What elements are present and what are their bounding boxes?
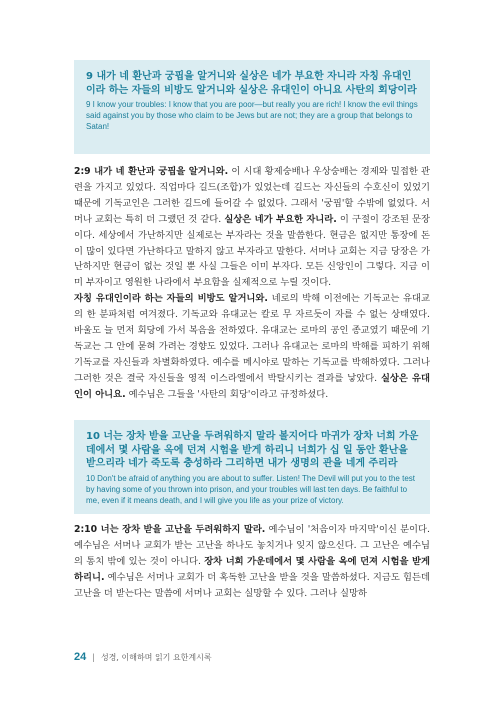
commentary-text: 이 시대 황제숭배나 우상숭배는 경제와 밀접한 관련을 가지고 있었다. 직업마다 길드(조합)가 있었는데 길드는 자신들의 수호신이 있었기 때문에 기독교인은 그러한 길드에 들어갈 수 없었다. 그래서 '궁핍'할 수밖에 없었다. 서머나 교회는 특히 더 그랬던 것 같다. — [74, 166, 431, 225]
commentary-lead-2-10: 2:10 너는 장차 받을 고난을 두려워하지 말라. — [74, 524, 266, 535]
commentary-lead-2-9: 2:9 내가 네 환난과 궁핍을 알거니와. — [74, 166, 229, 177]
commentary-emphasis: 실상은 네가 부요한 자니라. — [224, 213, 337, 225]
commentary-emphasis: 장차 너희 가운데에서 몇 사람을 옥에 던져 시험을 받게 하리니. — [74, 555, 430, 583]
commentary-text: 예수님은 그들을 '사탄의 회당'이라고 규정하셨다. — [125, 388, 329, 400]
verse-10-commentary — [74, 522, 430, 602]
commentary-text: 네로의 박해 이전에는 기독교는 유대교의 한 분파처럼 여겨졌다. 기독교와 유대교는 칼로 무 자르듯이 자를 수 없는 상태였다. 바울도 늘 먼저 회당에 가서 복음을 전하였다. 유대교는 로마의 공인 종교였기 때문에 기독교는 그 안에 묻혀 가려는 경향도 있었다. 그러나 유대교는 로마의 박해를 피하기 위해 기독교를 자신들과 차별화하였다. 예수를 메시야로 말하는 기독교를 박해하였다. 그러나 그러한 것은 결국 자신들을 영적 이스라엘에서 박탈시키는 결과를 낳았다. — [74, 293, 430, 384]
commentary-text: 예수님이 '처음이자 마지막'이신 분이다. 예수님은 서머나 교회가 받는 고난을 하나도 놓치거나 잊지 않으신다. 그 고난은 예수님의 통치 밖에 있는 것이 아니다. — [74, 524, 430, 567]
commentary-text: 예수님은 서머나 교회가 더 혹독한 고난을 받을 것을 말씀하셨다. 지금도 힘든데 고난을 더 받는다는 말씀에 서머나 교회는 실망할 수 있다. 그러나 실망하 — [74, 571, 430, 599]
footer-separator: | — [92, 652, 95, 662]
verse-10-english: 10 Don't be afraid of anything you are about to suffer. Listen! The Devil will put you to the test by having some of you thrown into prison, and your troubles will last ten days. Be faithful to me, even if it means death, and I will give you life as your prize of victory. — [86, 473, 415, 505]
page-footer — [74, 651, 212, 663]
commentary-emphasis: 자칭 유대인이라 하는 자들의 비방도 알거니와. — [74, 293, 268, 305]
verse-9-english: 9 I know your troubles: I know that you are poor—but really you are rich! I know the evil things said against you by those who claim to be Jews but are not; they are a group that belongs to Satan! — [86, 100, 418, 131]
book-title: 성경, 이해하며 읽기 요한계시록 — [100, 652, 212, 662]
commentary-text: 이 구절이 강조된 문장이다. 세상에서 가난하지만 실제로는 부자라는 것을 말씀한다. 현금은 없지만 통장에 돈이 많이 있다면 가난하다고 말하지 않고 부자라고 말한다. 서머나 교회는 지금 당장은 가난하지만 현금이 없는 것일 뿐 사실 그들은 이미 부자다. 모든 신앙인이 그렇다. 지금 이미 부자이고 영원한 나라에서 부요함을 실제적으로 누릴 것이다. — [74, 213, 430, 289]
page-number: 24 — [74, 651, 87, 663]
verse-10-callout — [74, 420, 430, 514]
verse-9-commentary — [74, 164, 430, 403]
verse-10-korean: 10 너는 장차 받을 고난을 두려워하지 말라 볼지어다 마귀가 장차 너희 가운데에서 몇 사람을 옥에 던져 시험을 받게 하리니 너희가 십 일 동안 환난을 받으리라 네가 죽도록 충성하라 그리하면 내가 생명의 관을 네게 주리라 — [86, 431, 419, 469]
commentary-emphasis: 실상은 유대인이 아니요. — [74, 372, 430, 400]
verse-9-callout — [74, 60, 430, 154]
verse-9-korean: 9 내가 네 환난과 궁핍을 알거니와 실상은 네가 부요한 자니라 자칭 유대인이라 하는 자들의 비방도 알거니와 실상은 유대인이 아니요 사탄의 회당이라 — [86, 71, 417, 96]
